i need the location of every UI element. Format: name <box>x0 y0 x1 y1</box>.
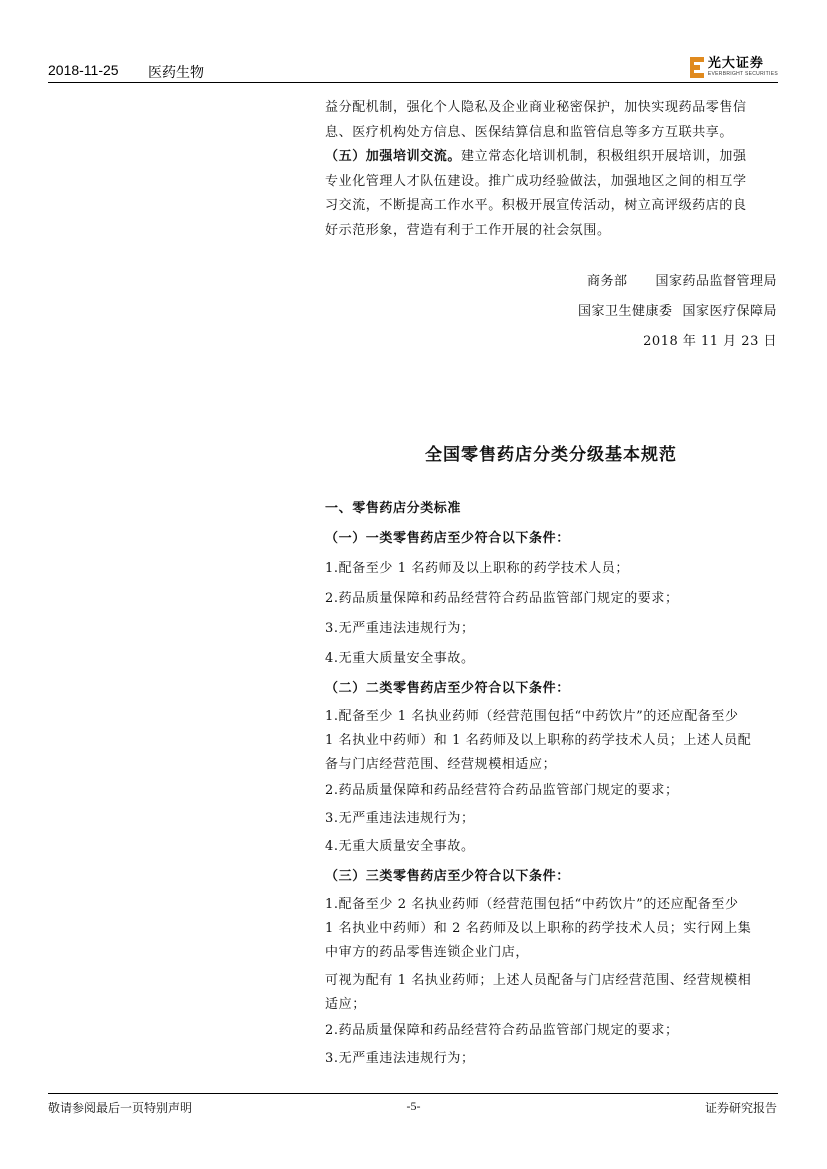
body-text <box>325 96 777 243</box>
footer-divider <box>48 1093 778 1094</box>
footer-report-type: 证券研究报告 <box>704 1101 777 1115</box>
paragraph-line <box>325 145 777 170</box>
section-heading: （五）加强培训交流。 <box>325 149 462 164</box>
issuer-name: 国家药品监督管理局 <box>655 274 777 289</box>
paragraph-line: 习交流，不断提高工作水平。积极开展宣传活动，树立高评级药店的良 <box>325 198 747 213</box>
brand-logo <box>690 52 778 82</box>
list-item: 1 名执业中药师）和 2 名药师及以上职称的药学技术人员；实行网上集 <box>325 921 752 936</box>
paragraph-line: 息、医疗机构处方信息、医保结算信息和监管信息等多方互联共享。 <box>325 124 734 140</box>
subsection-heading: （一）一类零售药店至少符合以下条件： <box>325 531 570 546</box>
paragraph-text: 建立常态化培训机制，积极组织开展培训，加强 <box>461 149 747 164</box>
list-item: 3.无严重违法违规行为； <box>325 1051 475 1066</box>
list-item: 备与门店经营范围、经营规模相适应； <box>325 757 557 772</box>
page-header <box>48 52 778 82</box>
list-item: 适应； <box>325 997 366 1012</box>
issuer-name: 国家卫生健康委 <box>577 304 673 319</box>
list-item: 1 名执业中药师）和 1 名药师及以上职称的药学技术人员；上述人员配 <box>325 733 752 748</box>
signature-line <box>578 300 777 319</box>
subsection-heading: （二）二类零售药店至少符合以下条件： <box>325 681 570 696</box>
list-item: 3.无严重违法违规行为； <box>325 811 475 826</box>
list-item: 1.配备至少 1 名执业药师（经营范围包括“中药饮片”的还应配备至少 <box>325 709 739 724</box>
list-item: 4.无重大质量安全事故。 <box>325 839 475 854</box>
signature-date: 2018 年 11 月 23 日 <box>643 334 777 349</box>
list-item: 中审方的药品零售连锁企业门店， <box>325 945 530 960</box>
page-number: -5- <box>406 1099 421 1113</box>
logo-chinese-name: 光大证券 <box>707 56 764 71</box>
signature-line <box>587 270 777 289</box>
list-item: 1.配备至少 1 名药师及以上职称的药学技术人员； <box>325 561 629 576</box>
header-divider <box>48 82 778 83</box>
list-item: 1.配备至少 2 名执业药师（经营范围包括“中药饮片”的还应配备至少 <box>325 897 739 912</box>
report-date: 2018-11-25 <box>48 62 119 78</box>
section-heading: 一、零售药店分类标准 <box>325 501 462 516</box>
report-sector: 医药生物 <box>148 65 204 81</box>
list-item: 2.药品质量保障和药品经营符合药品监管部门规定的要求； <box>325 1023 679 1038</box>
document-title: 全国零售药店分类分级基本规范 <box>425 445 677 465</box>
logo-english-name: EVERBRIGHT SECURITIES <box>707 71 778 77</box>
paragraph-line: 专业化管理人才队伍建设。推广成功经验做法，加强地区之间的相互学 <box>325 173 747 189</box>
list-item: 可视为配有 1 名执业药师；上述人员配备与门店经营范围、经营规模相 <box>325 973 752 988</box>
issuer-name: 商务部 <box>586 274 628 289</box>
list-item: 4.无重大质量安全事故。 <box>325 651 475 666</box>
list-item: 2.药品质量保障和药品经营符合药品监管部门规定的要求； <box>325 591 679 606</box>
list-item: 2.药品质量保障和药品经营符合药品监管部门规定的要求； <box>325 783 679 798</box>
paragraph-line: 好示范形象，营造有利于工作开展的社会氛围。 <box>325 222 611 238</box>
logo-mark-icon <box>690 56 704 78</box>
subsection-heading: （三）三类零售药店至少符合以下条件： <box>325 869 570 884</box>
paragraph-line: 益分配机制，强化个人隐私及企业商业秘密保护，加快实现药品零售信 <box>325 100 747 115</box>
issuer-name: 国家医疗保障局 <box>682 304 777 319</box>
list-item: 3.无严重违法违规行为； <box>325 621 475 636</box>
footer-disclaimer: 敬请参阅最后一页特别声明 <box>48 1101 193 1115</box>
